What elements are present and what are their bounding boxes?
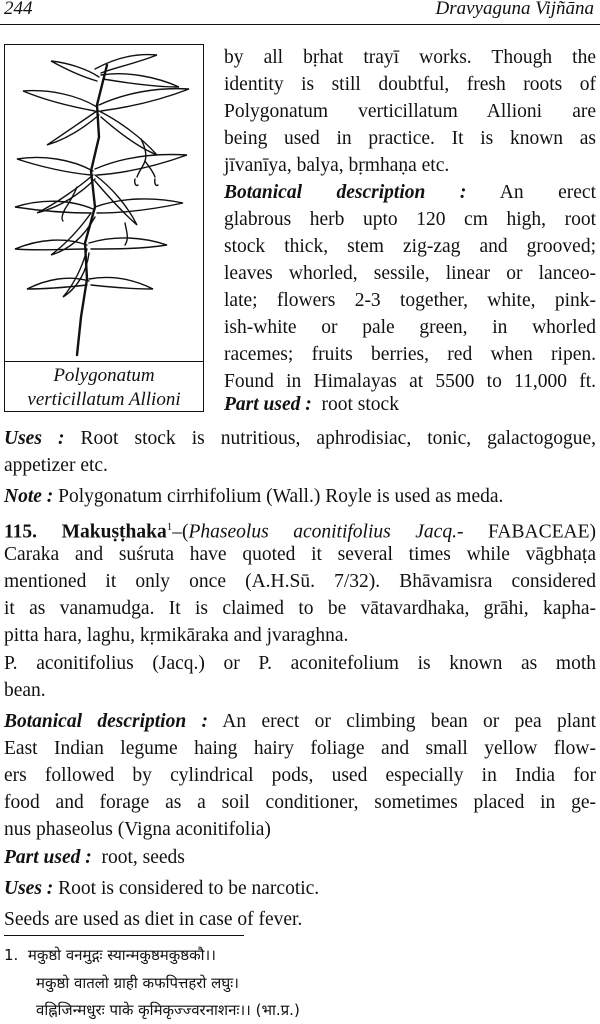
part-used-label: Part used : — [224, 394, 312, 415]
part-used-label: Part used : — [4, 847, 92, 868]
uses-label: Uses : — [4, 428, 65, 449]
text-line: late; flowers 2-3 together, white, pink- — [224, 290, 596, 311]
text-line: jīvanīya, balya, bṛmhaṇa etc. — [224, 155, 450, 176]
text-line: food and forage as a soil conditioner, sometimes placed in ge- — [4, 792, 596, 813]
moth-bean-paragraph — [4, 650, 596, 704]
note-text: Polygonatum cirrhifolium (Wall.) Royle is used as meda. — [53, 486, 504, 507]
uses-paragraph-2 — [4, 875, 596, 902]
part-used-1 — [224, 391, 596, 418]
entry-115 — [4, 514, 596, 649]
footnote-line-3 — [36, 996, 300, 1024]
text-line: appetizer etc. — [4, 455, 108, 476]
text-line: glabrous herb upto 120 cm high, root — [224, 209, 596, 230]
part-used-text: root, seeds — [101, 847, 185, 868]
seeds-text: Seeds are used as diet in case of fever. — [4, 909, 303, 930]
part-used-text: root stock — [321, 394, 399, 415]
caption-line-1: Polygonatum — [53, 365, 155, 386]
entry-name: Makuṣṭhaka — [61, 521, 167, 543]
seeds-paragraph — [4, 906, 596, 933]
intro-paragraph — [224, 44, 596, 179]
text-line: mentioned it only once (A.H.Sū. 7/32). Bhāvamisra considered — [4, 571, 596, 592]
footnote-number: 1. — [4, 946, 19, 964]
header-rule — [0, 24, 600, 25]
entry-family: - FABACEAE) — [456, 521, 596, 543]
text-line: racemes; fruits berries, red when ripen. — [224, 344, 596, 365]
text-line: being used in practice. It is known as — [224, 128, 596, 149]
entry-latin-name: Phaseolus aconitifolius Jacq. — [188, 521, 457, 543]
uses-label: Uses : — [4, 878, 54, 899]
footnote-line-2 — [36, 969, 239, 997]
text-line: Found in Himalayas at 5500 to 11,000 ft. — [224, 371, 596, 392]
text-line: bean. — [4, 680, 46, 701]
text-line: by all bṛhat trayī works. Though the — [224, 47, 596, 68]
footnote-verse-2: मकुष्ठो वातलो ग्राही कफपित्तहरो लघुः। — [36, 974, 239, 992]
text-run: Root stock is nutritious, aphrodisiac, tonic, galactogogue, — [64, 428, 596, 449]
text-line: it as vanamudga. It is claimed to be vātavardhaka, grāhi, kapha- — [4, 598, 596, 619]
botanical-description-label: Botanical description : — [4, 711, 209, 732]
polygonatum-illustration — [7, 47, 201, 359]
text-line: ish-white or pale green, in whorled — [224, 317, 596, 338]
uses-paragraph-1 — [4, 425, 596, 479]
page-number: 244 — [4, 0, 33, 19]
text-line: leaves whorled, sessile, linear or lanceo- — [224, 263, 596, 284]
running-head — [0, 0, 600, 22]
botanical-description-2 — [4, 708, 596, 843]
text-line: ers followed by cylindrical pods, used especially in India for — [4, 765, 596, 786]
note-label: Note : — [4, 486, 54, 507]
text-line: P. aconitifolius (Jacq.) or P. aconitefolium is known as moth — [4, 653, 596, 674]
entry-number: 115. — [4, 521, 38, 543]
figure-caption — [5, 361, 203, 412]
footnote-verse-1: मकुष्ठो वनमुद्गः स्यान्मकुष्ठमकुष्ठकौ।। — [27, 946, 216, 964]
botanical-description-label: Botanical description : — [224, 182, 467, 203]
text-run: An erect — [466, 182, 596, 203]
figure-box — [4, 44, 204, 412]
book-title: Dravyaguna Vijñāna — [435, 0, 594, 19]
caption-line-2: verticillatum Allioni — [27, 389, 181, 410]
part-used-2 — [4, 844, 596, 871]
text-run: An erect or climbing bean or pea plant — [208, 711, 596, 732]
footnote-rule — [4, 935, 244, 936]
text-line: Polygonatum verticillatum Allioni are — [224, 101, 596, 122]
text-line: nus phaseolus (Vigna aconitifolia) — [4, 819, 271, 840]
text-line: stock thick, stem zig-zag and grooved; — [224, 236, 596, 257]
text-line: identity is still doubtful, fresh roots of — [224, 74, 596, 95]
note-paragraph — [4, 483, 596, 510]
uses-text: Root is considered to be narcotic. — [53, 878, 320, 899]
text-line: Caraka and suśruta have quoted it several times while vāgbhaṭa — [4, 544, 596, 565]
footnote-line-1 — [4, 941, 216, 969]
botanical-description-1 — [224, 179, 596, 395]
footnote-verse-3: वह्निजिन्मधुरः पाके कृमिकृज्ज्वरनाशनः।। (भा.प्र.) — [36, 1001, 300, 1019]
text-line: pitta hara, laghu, kṛmikāraka and jvaraghna. — [4, 625, 349, 646]
footnote-marker: 1 — [166, 521, 173, 533]
text-line: East Indian legume haing hairy foliage and small yellow flow- — [4, 738, 596, 759]
entry-dash: –( — [172, 521, 189, 543]
